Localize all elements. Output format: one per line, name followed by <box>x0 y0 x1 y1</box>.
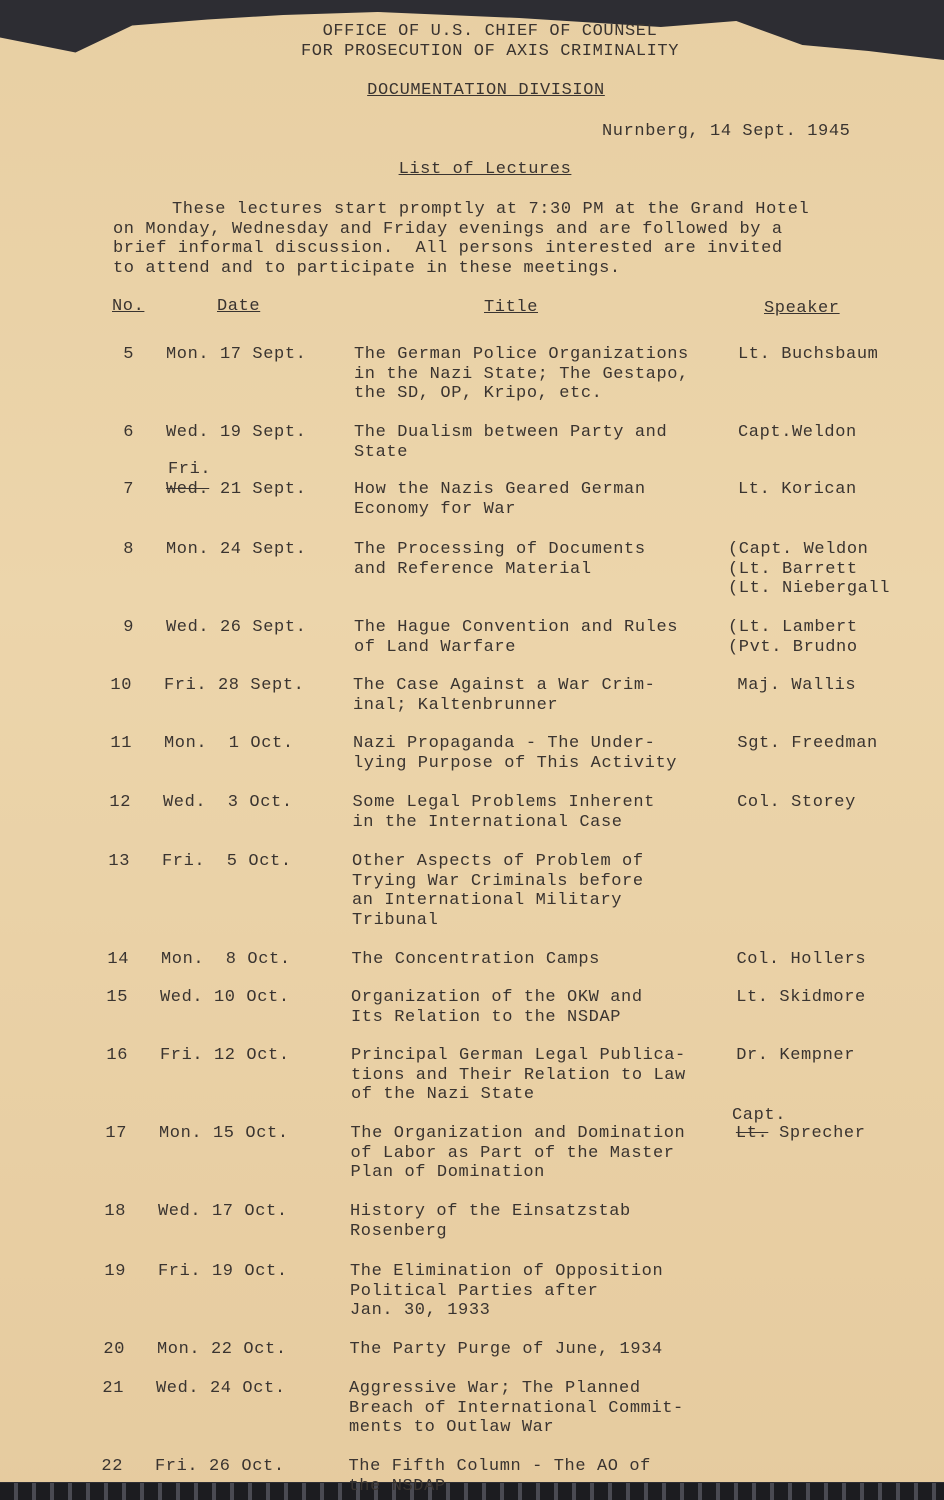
date-text: Wed. 19 Sept. <box>166 423 307 442</box>
column-header-no: No. <box>112 297 145 316</box>
date-text: Mon. 8 Oct. <box>161 950 291 969</box>
lecture-date <box>156 1379 286 1399</box>
title-line: The German Police Organizations <box>354 345 689 364</box>
lecture-number: 10 <box>110 676 132 695</box>
lecture-speaker <box>736 988 866 1008</box>
lecture-speaker <box>737 676 856 696</box>
speaker-line: (Lt. Lambert <box>728 618 858 637</box>
lecture-number: 16 <box>106 1046 128 1065</box>
title-line: The Dualism between Party and <box>354 423 668 442</box>
lecture-title <box>354 345 689 404</box>
title-line: Tribunal <box>352 910 439 930</box>
lecture-number: 9 <box>123 618 134 637</box>
lecture-number: 13 <box>108 852 130 871</box>
date-text: Wed. 24 Oct. <box>156 1379 286 1398</box>
title-line: of Labor as Part of the Master <box>350 1143 675 1163</box>
date-text: Fri. 26 Oct. <box>155 1457 285 1476</box>
document-title: List of Lectures <box>398 160 572 179</box>
speaker-line <box>736 1124 866 1144</box>
title-line: tions and Their Relation to Law <box>351 1065 686 1085</box>
title-line: ments to Outlaw War <box>349 1418 555 1437</box>
lecture-speaker <box>738 480 857 500</box>
date-text: Wed. 17 Oct. <box>158 1202 288 1221</box>
title-line: Plan of Domination <box>350 1163 545 1182</box>
lecture-title <box>350 1340 663 1360</box>
lecture-number: 17 <box>105 1124 127 1143</box>
lecture-speaker <box>738 423 857 443</box>
lecture-date <box>160 988 290 1008</box>
title-line: Organization of the OKW and <box>351 988 643 1007</box>
intro-line: to attend and to participate in these meetings. <box>113 258 621 278</box>
lecture-title <box>352 950 600 970</box>
speaker-line: (Capt. Weldon <box>728 540 869 559</box>
lecture-title <box>351 988 643 1027</box>
lecture-date <box>166 540 306 560</box>
title-line: The Party Purge of June, 1934 <box>349 1340 663 1359</box>
title-line: Trying War Criminals before <box>352 871 644 891</box>
title-line: Breach of International Commit- <box>349 1398 684 1418</box>
intro-line: These lectures start promptly at 7:30 PM at the Grand Hotel <box>172 200 810 219</box>
lecture-title <box>353 734 677 773</box>
title-line: in the Nazi State; The Gestapo, <box>354 364 689 384</box>
lecture-date <box>166 480 306 500</box>
speaker-line: (Pvt. Brudno <box>728 637 858 657</box>
date-text: 21 Sept. <box>209 480 307 499</box>
title-line: Jan. 30, 1933 <box>350 1301 491 1320</box>
lecture-title <box>354 480 646 519</box>
lecture-number: 7 <box>123 480 134 499</box>
lecture-title <box>350 1202 631 1241</box>
lecture-title <box>350 1262 663 1321</box>
date-text: Wed. 26 Sept. <box>166 618 307 637</box>
header-line-2: FOR PROSECUTION OF AXIS CRIMINALITY <box>300 42 680 61</box>
lecture-title <box>353 676 655 715</box>
title-line: inal; Kaltenbrunner <box>353 695 559 715</box>
title-line: Nazi Propaganda - The Under- <box>353 734 656 753</box>
column-header-speaker: Speaker <box>764 299 840 318</box>
date-text: Mon. 1 Oct. <box>164 734 294 753</box>
lecture-title <box>351 1046 686 1105</box>
date-text: Wed. 3 Oct. <box>163 793 293 812</box>
title-line: Its Relation to the NSDAP <box>351 1007 622 1027</box>
lecture-title <box>351 1124 686 1183</box>
lecture-speaker <box>737 793 856 813</box>
date-text: Mon. 15 Oct. <box>159 1124 289 1143</box>
lecture-speaker <box>736 1046 855 1066</box>
speaker-correction: Capt. <box>732 1106 787 1125</box>
lecture-title <box>354 423 667 462</box>
lecture-title <box>349 1457 651 1496</box>
lecture-title <box>353 793 655 832</box>
column-header-title: Title <box>484 298 539 317</box>
speaker-line: Capt.Weldon <box>738 423 857 442</box>
intro-line: brief informal discussion. All persons interested are invited <box>113 239 783 258</box>
place-date: Nurnberg, 14 Sept. 1945 <box>602 122 851 141</box>
lecture-date <box>166 423 306 443</box>
title-line: The Hague Convention and Rules <box>354 618 679 637</box>
title-line: lying Purpose of This Activity <box>353 753 678 773</box>
title-line: The Organization and Domination <box>350 1124 686 1143</box>
speaker-line: Sgt. Freedman <box>737 734 878 753</box>
date-text: Fri. 5 Oct. <box>162 852 292 871</box>
title-line: and Reference Material <box>354 559 592 579</box>
lecture-number: 15 <box>106 988 128 1007</box>
lecture-number: 20 <box>103 1340 125 1359</box>
title-line: of the Nazi State <box>351 1085 535 1104</box>
lecture-speaker <box>737 734 877 754</box>
header-line-1: OFFICE OF U.S. CHIEF OF COUNSEL <box>322 22 658 41</box>
lecture-speaker <box>736 1124 866 1144</box>
speaker-line: Lt. Korican <box>738 480 857 499</box>
lecture-date <box>161 950 291 970</box>
lecture-speaker <box>738 345 878 365</box>
speaker-line: Col. Hollers <box>736 950 867 969</box>
lecture-date <box>164 734 294 754</box>
struck-date: Wed. <box>166 480 210 499</box>
intro-line: on Monday, Wednesday and Friday evenings and are followed by a <box>113 219 783 239</box>
title-line: Other Aspects of Problem of <box>352 852 644 871</box>
speaker-line: Lt. Buchsbaum <box>738 345 879 364</box>
lecture-date <box>163 793 293 813</box>
date-text: Mon. 24 Sept. <box>166 540 307 559</box>
speaker-line: Dr. Kempner <box>736 1046 856 1065</box>
lecture-number: 14 <box>107 950 129 969</box>
lecture-speaker <box>737 950 867 970</box>
lecture-number: 18 <box>104 1202 126 1221</box>
title-line: an International Military <box>352 891 623 910</box>
title-line: State <box>354 442 409 462</box>
lecture-date <box>160 1046 290 1066</box>
lecture-date <box>155 1457 285 1477</box>
column-header-date: Date <box>217 297 261 316</box>
title-line: Economy for War <box>354 499 517 519</box>
lecture-number: 19 <box>104 1262 126 1281</box>
lecture-number: 11 <box>110 734 132 753</box>
title-line: The Concentration Camps <box>351 950 600 969</box>
lecture-date <box>158 1262 288 1282</box>
lecture-speaker <box>728 540 890 599</box>
lecture-date <box>157 1340 287 1360</box>
lecture-number: 5 <box>123 345 134 364</box>
lecture-title <box>354 618 678 657</box>
title-line: the NSDAP <box>348 1476 446 1496</box>
lecture-number: 8 <box>123 540 134 559</box>
speaker-line: Maj. Wallis <box>737 676 857 695</box>
speaker-line: Col. Storey <box>737 793 856 812</box>
date-text: Mon. 22 Oct. <box>157 1340 287 1359</box>
title-line: Political Parties after <box>350 1281 599 1301</box>
date-text: Fri. 19 Oct. <box>158 1262 288 1281</box>
title-line: The Case Against a War Crim- <box>353 676 656 695</box>
lecture-title <box>352 852 644 930</box>
speaker-line: Lt. Skidmore <box>736 988 866 1007</box>
lecture-number: 12 <box>109 793 131 812</box>
lecture-number: 21 <box>102 1379 124 1398</box>
date-text: Mon. 17 Sept. <box>166 345 307 364</box>
title-line: of Land Warfare <box>354 637 517 657</box>
title-line: The Elimination of Opposition <box>350 1262 664 1281</box>
lecture-date <box>162 852 292 872</box>
date-text: Wed. 10 Oct. <box>160 988 290 1007</box>
speaker-line: (Lt. Niebergall <box>728 579 891 598</box>
title-line: Some Legal Problems Inherent <box>352 793 655 812</box>
lecture-number: 6 <box>123 423 134 442</box>
title-line: in the International Case <box>352 812 623 832</box>
lecture-number: 22 <box>101 1457 123 1476</box>
lecture-date <box>166 618 306 638</box>
lecture-date <box>158 1202 288 1222</box>
title-line: The Fifth Column - The AO of <box>348 1457 651 1476</box>
lecture-date <box>166 345 306 365</box>
title-line: Principal German Legal Publica- <box>351 1046 686 1065</box>
date-text: Fri. 12 Oct. <box>160 1046 290 1065</box>
date-text: Fri. 28 Sept. <box>164 676 305 695</box>
title-line: How the Nazis Geared German <box>354 480 646 499</box>
title-line: History of the Einsatzstab <box>350 1202 631 1221</box>
speaker-line: (Lt. Barrett <box>728 559 858 579</box>
struck-rank: Lt. <box>735 1124 769 1143</box>
speaker-name: Sprecher <box>768 1124 866 1143</box>
division-heading: DOCUMENTATION DIVISION <box>367 81 605 100</box>
lecture-date <box>164 676 304 696</box>
date-correction: Fri. <box>168 460 212 479</box>
title-line: Rosenberg <box>350 1221 448 1241</box>
lecture-title <box>349 1379 684 1438</box>
lecture-date <box>159 1124 289 1144</box>
title-line: The Processing of Documents <box>354 540 646 559</box>
title-line: the SD, OP, Kripo, etc. <box>354 384 603 403</box>
lecture-title <box>354 540 646 579</box>
title-line: Aggressive War; The Planned <box>349 1379 641 1398</box>
lecture-speaker <box>728 618 858 657</box>
